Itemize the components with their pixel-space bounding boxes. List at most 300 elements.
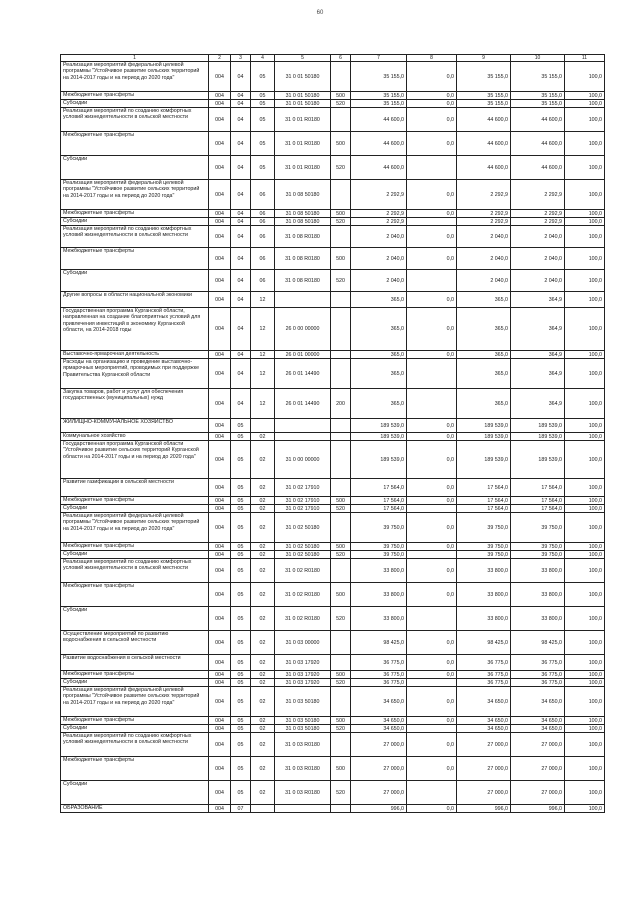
executed-amount: 39 750,0 [511, 543, 565, 551]
executed-amount: 34 650,0 [511, 725, 565, 733]
expense-type-code: 520 [331, 679, 351, 687]
subsection-code [251, 805, 275, 813]
ministry-code: 004 [209, 108, 231, 132]
subsection-code: 02 [251, 583, 275, 607]
expense-type-code [331, 419, 351, 433]
execution-percent: 100,0 [565, 389, 605, 419]
execution-percent: 100,0 [565, 479, 605, 497]
target-article-code: 31 0 08 50180 [275, 218, 331, 226]
table-row [61, 631, 605, 655]
target-article-code: 31 0 02 17910 [275, 505, 331, 513]
table-row [61, 583, 605, 607]
subsection-code: 02 [251, 725, 275, 733]
revised-amount: 365,0 [457, 292, 511, 308]
execution-percent: 100,0 [565, 513, 605, 543]
section-code: 05 [231, 513, 251, 543]
approved-amount: 39 750,0 [351, 513, 407, 543]
executed-amount: 364,9 [511, 308, 565, 351]
column-header: 7 [351, 55, 407, 62]
execution-percent: 100,0 [565, 156, 605, 180]
revised-amount: 17 564,0 [457, 479, 511, 497]
section-code: 05 [231, 441, 251, 479]
target-article-code: 31 0 03 17920 [275, 671, 331, 679]
approved-amount: 365,0 [351, 308, 407, 351]
table-row [61, 270, 605, 292]
target-article-code: 31 0 03 17920 [275, 655, 331, 671]
row-name: Реализация мероприятий по созданию комфортных условий жизнедеятельности в сельской местности [61, 559, 209, 583]
ministry-code: 004 [209, 513, 231, 543]
section-code: 04 [231, 210, 251, 218]
executed-amount: 364,9 [511, 389, 565, 419]
section-code: 04 [231, 226, 251, 248]
column-header: 1 [61, 55, 209, 62]
ministry-code: 004 [209, 781, 231, 805]
row-name: Реализация мероприятий по созданию комфортных условий жизнедеятельности в сельской местности [61, 226, 209, 248]
revised-amount: 39 750,0 [457, 543, 511, 551]
executed-amount: 364,9 [511, 351, 565, 359]
revised-amount: 17 564,0 [457, 497, 511, 505]
section-code: 04 [231, 156, 251, 180]
ministry-code: 004 [209, 497, 231, 505]
section-code: 04 [231, 292, 251, 308]
subsection-code: 02 [251, 631, 275, 655]
target-article-code: 31 0 02 50180 [275, 551, 331, 559]
execution-percent: 100,0 [565, 210, 605, 218]
row-name: Развитие газификации в сельской местности [61, 479, 209, 497]
section-code: 05 [231, 559, 251, 583]
row-name: Реализация мероприятий федеральной целевой программы "Устойчивое развитие сельских территорий на 2014-2017 годы и на период до 2020 года" [61, 62, 209, 92]
execution-percent: 100,0 [565, 108, 605, 132]
target-article-code: 31 0 03 50180 [275, 687, 331, 717]
ministry-code: 004 [209, 62, 231, 92]
table-row [61, 433, 605, 441]
amendment-amount [407, 389, 457, 419]
amendment-amount: 0,0 [407, 733, 457, 757]
row-name: Субсидии [61, 551, 209, 559]
amendment-amount: 0,0 [407, 308, 457, 351]
ministry-code: 004 [209, 359, 231, 389]
revised-amount: 36 775,0 [457, 679, 511, 687]
amendment-amount: 0,0 [407, 441, 457, 479]
target-article-code: 31 0 01 R0180 [275, 132, 331, 156]
revised-amount: 2 292,9 [457, 218, 511, 226]
approved-amount: 36 775,0 [351, 671, 407, 679]
row-name: Субсидии [61, 156, 209, 180]
approved-amount: 33 800,0 [351, 607, 407, 631]
subsection-code: 06 [251, 218, 275, 226]
target-article-code [275, 292, 331, 308]
row-name: Субсидии [61, 218, 209, 226]
revised-amount: 39 750,0 [457, 551, 511, 559]
ministry-code: 004 [209, 218, 231, 226]
row-name: ЖИЛИЩНО-КОММУНАЛЬНОЕ ХОЗЯЙСТВО [61, 419, 209, 433]
approved-amount: 365,0 [351, 351, 407, 359]
approved-amount: 39 750,0 [351, 543, 407, 551]
target-article-code: 31 0 08 R0180 [275, 270, 331, 292]
expense-type-code [331, 351, 351, 359]
table-row [61, 292, 605, 308]
row-name: Субсидии [61, 679, 209, 687]
execution-percent: 100,0 [565, 359, 605, 389]
row-name: Субсидии [61, 505, 209, 513]
expense-type-code [331, 180, 351, 210]
expense-type-code: 200 [331, 389, 351, 419]
execution-percent: 100,0 [565, 757, 605, 781]
executed-amount: 35 155,0 [511, 92, 565, 100]
target-article-code: 31 0 03 00000 [275, 631, 331, 655]
executed-amount: 35 155,0 [511, 62, 565, 92]
subsection-code: 05 [251, 92, 275, 100]
executed-amount: 996,0 [511, 805, 565, 813]
execution-percent: 100,0 [565, 497, 605, 505]
target-article-code: 31 0 03 17920 [275, 679, 331, 687]
amendment-amount: 0,0 [407, 248, 457, 270]
row-name: Осуществление мероприятий по развитию водоснабжения в сельской местности [61, 631, 209, 655]
execution-percent: 100,0 [565, 655, 605, 671]
revised-amount: 996,0 [457, 805, 511, 813]
approved-amount: 2 292,9 [351, 218, 407, 226]
ministry-code: 004 [209, 441, 231, 479]
execution-percent: 100,0 [565, 218, 605, 226]
target-article-code: 31 0 01 R0180 [275, 156, 331, 180]
expense-type-code: 500 [331, 248, 351, 270]
executed-amount: 39 750,0 [511, 551, 565, 559]
amendment-amount: 0,0 [407, 108, 457, 132]
ministry-code: 004 [209, 100, 231, 108]
execution-percent: 100,0 [565, 100, 605, 108]
amendment-amount: 0,0 [407, 805, 457, 813]
execution-percent: 100,0 [565, 631, 605, 655]
row-name: Межбюджетные трансферты [61, 132, 209, 156]
section-code: 04 [231, 270, 251, 292]
revised-amount: 34 650,0 [457, 717, 511, 725]
approved-amount: 33 800,0 [351, 583, 407, 607]
execution-percent: 100,0 [565, 583, 605, 607]
table-row [61, 389, 605, 419]
expense-type-code: 500 [331, 717, 351, 725]
target-article-code: 31 0 03 R0180 [275, 733, 331, 757]
amendment-amount: 0,0 [407, 757, 457, 781]
target-article-code: 31 0 00 00000 [275, 441, 331, 479]
amendment-amount: 0,0 [407, 479, 457, 497]
table-header-row [61, 55, 605, 62]
section-code: 04 [231, 248, 251, 270]
table-row [61, 717, 605, 725]
revised-amount: 17 564,0 [457, 505, 511, 513]
approved-amount: 35 155,0 [351, 62, 407, 92]
approved-amount: 2 040,0 [351, 270, 407, 292]
subsection-code: 02 [251, 479, 275, 497]
section-code: 04 [231, 108, 251, 132]
subsection-code: 06 [251, 248, 275, 270]
approved-amount: 33 800,0 [351, 559, 407, 583]
subsection-code: 02 [251, 433, 275, 441]
amendment-amount: 0,0 [407, 671, 457, 679]
approved-amount: 98 425,0 [351, 631, 407, 655]
executed-amount: 2 040,0 [511, 270, 565, 292]
executed-amount: 2 040,0 [511, 248, 565, 270]
subsection-code: 05 [251, 132, 275, 156]
execution-percent: 100,0 [565, 180, 605, 210]
revised-amount: 365,0 [457, 389, 511, 419]
revised-amount: 365,0 [457, 351, 511, 359]
executed-amount: 17 564,0 [511, 497, 565, 505]
section-code: 04 [231, 62, 251, 92]
amendment-amount [407, 551, 457, 559]
approved-amount: 189 539,0 [351, 441, 407, 479]
amendment-amount: 0,0 [407, 497, 457, 505]
revised-amount: 27 000,0 [457, 781, 511, 805]
target-article-code: 31 0 01 50180 [275, 62, 331, 92]
execution-percent: 100,0 [565, 687, 605, 717]
section-code: 05 [231, 687, 251, 717]
amendment-amount: 0,0 [407, 543, 457, 551]
target-article-code: 31 0 03 R0180 [275, 757, 331, 781]
section-code: 05 [231, 479, 251, 497]
expense-type-code: 500 [331, 132, 351, 156]
expense-type-code [331, 62, 351, 92]
approved-amount: 34 650,0 [351, 717, 407, 725]
executed-amount: 36 775,0 [511, 671, 565, 679]
ministry-code: 004 [209, 583, 231, 607]
subsection-code: 02 [251, 717, 275, 725]
execution-percent: 100,0 [565, 781, 605, 805]
ministry-code: 004 [209, 433, 231, 441]
subsection-code: 02 [251, 733, 275, 757]
expense-type-code [331, 359, 351, 389]
section-code: 04 [231, 308, 251, 351]
execution-percent: 100,0 [565, 270, 605, 292]
revised-amount: 2 040,0 [457, 270, 511, 292]
ministry-code: 004 [209, 210, 231, 218]
expense-type-code: 500 [331, 210, 351, 218]
approved-amount: 44 600,0 [351, 156, 407, 180]
revised-amount: 44 600,0 [457, 132, 511, 156]
section-code: 04 [231, 92, 251, 100]
approved-amount: 189 539,0 [351, 419, 407, 433]
executed-amount: 189 539,0 [511, 419, 565, 433]
amendment-amount: 0,0 [407, 92, 457, 100]
section-code: 05 [231, 725, 251, 733]
revised-amount: 365,0 [457, 359, 511, 389]
target-article-code: 31 0 08 R0180 [275, 226, 331, 248]
expense-type-code [331, 308, 351, 351]
approved-amount: 2 292,9 [351, 180, 407, 210]
table-row [61, 441, 605, 479]
ministry-code: 004 [209, 559, 231, 583]
section-code: 05 [231, 543, 251, 551]
revised-amount: 189 539,0 [457, 441, 511, 479]
target-article-code: 31 0 02 17910 [275, 479, 331, 497]
executed-amount: 17 564,0 [511, 479, 565, 497]
amendment-amount [407, 270, 457, 292]
expense-type-code [331, 513, 351, 543]
section-code: 04 [231, 218, 251, 226]
row-name: Развитие водоснабжения в сельской местности [61, 655, 209, 671]
column-header: 6 [331, 55, 351, 62]
table-row [61, 805, 605, 813]
executed-amount: 98 425,0 [511, 631, 565, 655]
approved-amount: 17 564,0 [351, 479, 407, 497]
ministry-code: 004 [209, 292, 231, 308]
ministry-code: 004 [209, 226, 231, 248]
section-code: 04 [231, 100, 251, 108]
row-name: Реализация мероприятий федеральной целевой программы "Устойчивое развитие сельских территорий на 2014-2017 годы и на период до 2020 года" [61, 687, 209, 717]
ministry-code: 004 [209, 725, 231, 733]
expense-type-code [331, 441, 351, 479]
column-header: 2 [209, 55, 231, 62]
section-code: 05 [231, 497, 251, 505]
column-header: 3 [231, 55, 251, 62]
revised-amount: 44 600,0 [457, 108, 511, 132]
row-name: Межбюджетные трансферты [61, 248, 209, 270]
approved-amount: 27 000,0 [351, 781, 407, 805]
subsection-code: 05 [251, 108, 275, 132]
expense-type-code [331, 108, 351, 132]
expense-type-code: 500 [331, 497, 351, 505]
expense-type-code: 500 [331, 671, 351, 679]
approved-amount: 39 750,0 [351, 551, 407, 559]
row-name: Межбюджетные трансферты [61, 583, 209, 607]
executed-amount: 27 000,0 [511, 733, 565, 757]
execution-percent: 100,0 [565, 292, 605, 308]
revised-amount: 33 800,0 [457, 583, 511, 607]
executed-amount: 44 600,0 [511, 108, 565, 132]
table-row [61, 351, 605, 359]
subsection-code: 02 [251, 671, 275, 679]
amendment-amount [407, 607, 457, 631]
amendment-amount: 0,0 [407, 62, 457, 92]
expense-type-code [331, 805, 351, 813]
subsection-code [251, 419, 275, 433]
row-name: Межбюджетные трансферты [61, 757, 209, 781]
execution-percent: 100,0 [565, 733, 605, 757]
section-code: 07 [231, 805, 251, 813]
revised-amount: 27 000,0 [457, 757, 511, 781]
table-row [61, 781, 605, 805]
expense-type-code: 500 [331, 92, 351, 100]
revised-amount: 27 000,0 [457, 733, 511, 757]
amendment-amount [407, 725, 457, 733]
row-name: Государственная программа Курганской области "Устойчивое развитие сельских территорий Курганской области на 2014-2017 годы и на период до 2020 года" [61, 441, 209, 479]
target-article-code: 31 0 02 R0180 [275, 583, 331, 607]
row-name: Межбюджетные трансферты [61, 671, 209, 679]
row-name: Межбюджетные трансферты [61, 92, 209, 100]
table-row [61, 359, 605, 389]
execution-percent: 100,0 [565, 671, 605, 679]
ministry-code: 004 [209, 505, 231, 513]
executed-amount: 35 155,0 [511, 100, 565, 108]
executed-amount: 364,9 [511, 292, 565, 308]
execution-percent: 100,0 [565, 248, 605, 270]
row-name: Межбюджетные трансферты [61, 210, 209, 218]
subsection-code: 12 [251, 389, 275, 419]
execution-percent: 100,0 [565, 805, 605, 813]
section-code: 05 [231, 505, 251, 513]
section-code: 05 [231, 551, 251, 559]
budget-table [60, 54, 605, 813]
approved-amount: 35 155,0 [351, 100, 407, 108]
table-row [61, 62, 605, 92]
approved-amount: 996,0 [351, 805, 407, 813]
target-article-code: 31 0 02 50180 [275, 513, 331, 543]
amendment-amount: 0,0 [407, 180, 457, 210]
row-name: Коммунальное хозяйство [61, 433, 209, 441]
executed-amount: 33 800,0 [511, 607, 565, 631]
row-name: Реализация мероприятий по созданию комфортных условий жизнедеятельности в сельской местности [61, 733, 209, 757]
subsection-code: 12 [251, 292, 275, 308]
amendment-amount: 0,0 [407, 655, 457, 671]
ministry-code: 004 [209, 92, 231, 100]
approved-amount: 365,0 [351, 359, 407, 389]
ministry-code: 004 [209, 687, 231, 717]
ministry-code: 004 [209, 389, 231, 419]
table-row [61, 108, 605, 132]
expense-type-code: 520 [331, 781, 351, 805]
revised-amount: 35 155,0 [457, 100, 511, 108]
table-row [61, 308, 605, 351]
column-header: 5 [275, 55, 331, 62]
row-name: Другие вопросы в области национальной экономики [61, 292, 209, 308]
table-row [61, 725, 605, 733]
subsection-code: 06 [251, 270, 275, 292]
amendment-amount: 0,0 [407, 292, 457, 308]
table-row [61, 156, 605, 180]
row-name: Субсидии [61, 607, 209, 631]
target-article-code: 31 0 02 17910 [275, 497, 331, 505]
section-code: 05 [231, 607, 251, 631]
target-article-code: 31 0 02 50180 [275, 543, 331, 551]
row-name: Выставочно-ярмарочная деятельность [61, 351, 209, 359]
expense-type-code [331, 479, 351, 497]
executed-amount: 2 292,9 [511, 218, 565, 226]
subsection-code: 12 [251, 359, 275, 389]
table-row [61, 655, 605, 671]
table-row [61, 248, 605, 270]
table-row [61, 132, 605, 156]
subsection-code: 02 [251, 559, 275, 583]
expense-type-code: 520 [331, 505, 351, 513]
expense-type-code [331, 655, 351, 671]
section-code: 04 [231, 132, 251, 156]
target-article-code: 26 0 01 14490 [275, 359, 331, 389]
amendment-amount: 0,0 [407, 687, 457, 717]
amendment-amount: 0,0 [407, 513, 457, 543]
execution-percent: 100,0 [565, 92, 605, 100]
execution-percent: 100,0 [565, 543, 605, 551]
expense-type-code: 500 [331, 583, 351, 607]
table-row [61, 607, 605, 631]
column-header: 9 [457, 55, 511, 62]
target-article-code: 26 0 01 14490 [275, 389, 331, 419]
amendment-amount: 0,0 [407, 559, 457, 583]
section-code: 05 [231, 671, 251, 679]
approved-amount: 189 539,0 [351, 433, 407, 441]
expense-type-code: 520 [331, 551, 351, 559]
ministry-code: 004 [209, 479, 231, 497]
approved-amount: 35 155,0 [351, 92, 407, 100]
section-code: 05 [231, 679, 251, 687]
expense-type-code: 520 [331, 218, 351, 226]
table-row [61, 92, 605, 100]
table-row [61, 679, 605, 687]
approved-amount: 2 040,0 [351, 248, 407, 270]
expense-type-code [331, 631, 351, 655]
table-row [61, 733, 605, 757]
revised-amount: 36 775,0 [457, 671, 511, 679]
row-name: Субсидии [61, 725, 209, 733]
revised-amount: 33 800,0 [457, 607, 511, 631]
